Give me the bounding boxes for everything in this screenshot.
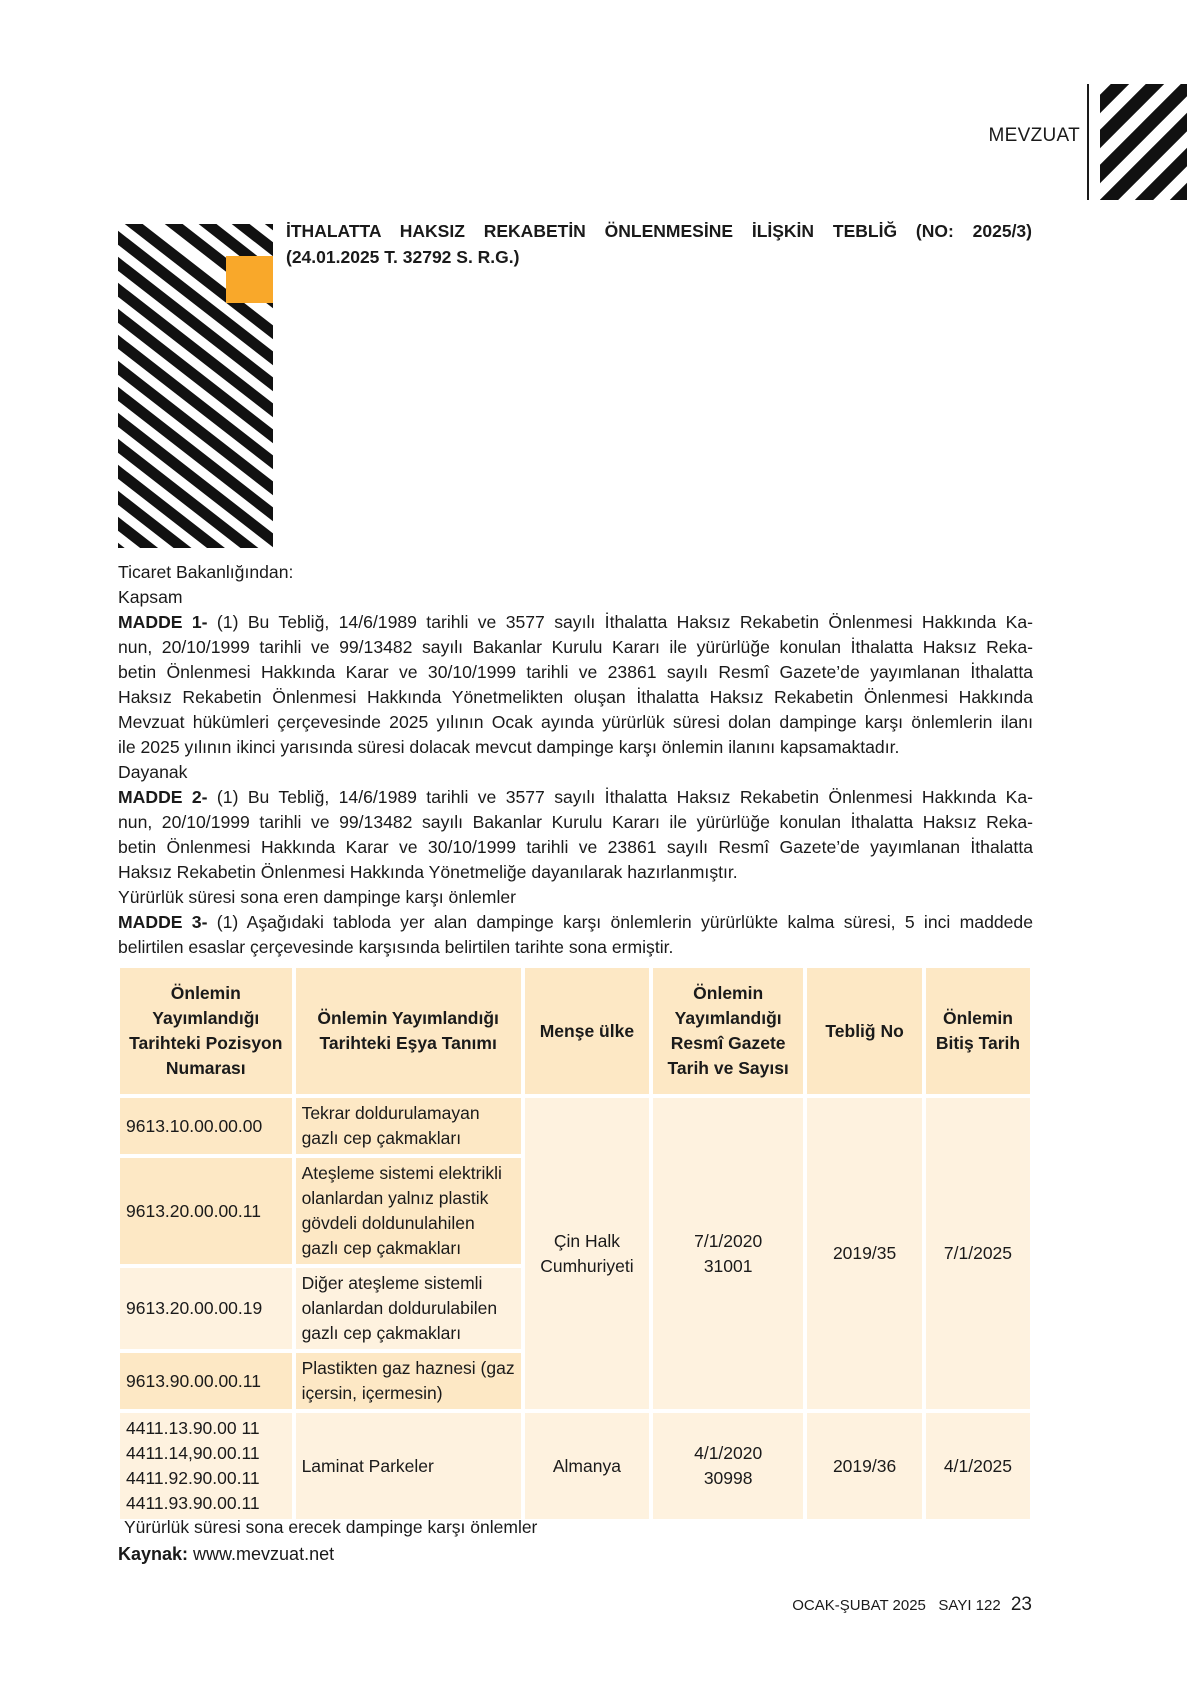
article-1-label: MADDE 1-	[118, 612, 208, 632]
heading-basis: Dayanak	[118, 762, 188, 782]
issuer-line: Ticaret Bakanlığından:	[118, 562, 294, 582]
header-teblig-no: Tebliğ No	[807, 968, 922, 1094]
article-3-line-2: belirtilen esaslar çerçevesinde karşısında belirtilen tarihte sona ermiştir.	[118, 937, 674, 957]
header-goods-description: Önlemin Yayımlandığı Tarihteki Eşya Tanımı	[296, 968, 521, 1094]
teblig-no: 2019/36	[807, 1413, 922, 1519]
goods-description: Diğer ateşleme sistemli olanlardan doldurulabilen gazlı cep çakmakları	[296, 1268, 521, 1349]
header-divider	[1087, 84, 1089, 200]
issue-date: OCAK-ŞUBAT 2025	[792, 1597, 926, 1614]
goods-description: Plastikten gaz haznesi (gaz içersin, içermesin)	[296, 1353, 521, 1409]
article-1-line-6: ile 2025 yılının ikinci yarısında süresi dolacak mevcut dampinge karşı önlemin ilanını kapsamaktadır.	[118, 737, 900, 757]
goods-description: Ateşleme sistemi elektrikli olanlardan yalnız plastik gövdeli doldunulahilen gazlı cep çakmakları	[296, 1158, 521, 1264]
section-label: MEVZUAT	[988, 125, 1080, 146]
article-3-label: MADDE 3-	[118, 912, 208, 932]
document-body	[118, 560, 1033, 960]
article-1-line-1: MADDE 1- (1) Bu Tebliğ, 14/6/1989 tarihli ve 3577 sayılı İthalatta Haksız Rekabetin Önlenmesi Hakkında Ka-	[118, 612, 1034, 632]
position-code: 9613.20.00.00.19	[120, 1268, 292, 1349]
header-origin-country: Menşe ülke	[525, 968, 649, 1094]
issue-number: SAYI 122	[938, 1597, 1001, 1614]
position-code: 9613.10.00.00.00	[120, 1098, 292, 1154]
header-gazette-date-number: Önlemin Yayımlandığı Resmî Gazete Tarih ve Sayısı	[653, 968, 803, 1094]
teblig-no: 2019/35	[807, 1098, 922, 1409]
position-codes: 4411.13.90.00 11 4411.14,90.00.11 4411.92.90.00.11 4411.93.90.00.11	[120, 1413, 292, 1519]
article-3-line-1: MADDE 3- (1) Aşağıdaki tabloda yer alan dampinge karşı önlemlerin yürürlükte kalma süresi, 5 inci maddede	[118, 912, 1033, 932]
heading-scope: Kapsam	[118, 587, 183, 607]
position-code: 9613.20.00.00.11	[120, 1158, 292, 1264]
source-url: www.mevzuat.net	[188, 1544, 335, 1564]
end-date: 4/1/2025	[926, 1413, 1030, 1519]
page-footer	[780, 1594, 1032, 1616]
source-label: Kaynak:	[118, 1544, 189, 1564]
corner-stripes-decoration	[1100, 84, 1187, 200]
page-number: 23	[1010, 1594, 1032, 1615]
origin-country: Almanya	[525, 1413, 649, 1519]
gazette-date-number: 7/1/2020 31001	[653, 1098, 803, 1409]
article-2-line-4: Haksız Rekabetin Önlenmesi Hakkında Yönetmeliğe dayanılarak hazırlanmıştır.	[118, 862, 738, 882]
gazette-date-number: 4/1/2020 30998	[653, 1413, 803, 1519]
article-2-label: MADDE 2-	[118, 787, 208, 807]
measures-table	[120, 964, 1030, 1523]
orange-accent-square	[226, 256, 273, 303]
table-row	[120, 1413, 1030, 1519]
source-line	[118, 1544, 334, 1565]
article-1-line-2: nun, 20/10/1999 tarihli ve 99/13482 sayılı Bakanlar Kurulu Kararı ile yürürlüğe konulan İthalatta Haksız Reka-	[118, 637, 1033, 657]
heading-expired-measures: Yürürlük süresi sona eren dampinge karşı önlemler	[118, 887, 517, 907]
end-date: 7/1/2025	[926, 1098, 1030, 1409]
table-row	[120, 1098, 1030, 1154]
article-2-line-2: nun, 20/10/1999 tarihli ve 99/13482 sayılı Bakanlar Kurulu Kararı ile yürürlüğe konulan İthalatta Haksız Reka-	[118, 812, 1033, 832]
document-title: İTHALATTA HAKSIZ REKABETİN ÖNLENMESİNE İLİŞKİN TEBLİĞ (NO: 2025/3)	[286, 221, 1032, 241]
article-2-line-1: MADDE 2- (1) Bu Tebliğ, 14/6/1989 tarihli ve 3577 sayılı İthalatta Haksız Rekabetin Önlenmesi Hakkında Ka-	[118, 787, 1034, 807]
document-subtitle: (24.01.2025 T. 32792 S. R.G.)	[286, 247, 520, 267]
header-position-number: Önlemin Yayımlandığı Tarihteki Pozisyon Numarası	[120, 968, 292, 1094]
position-code: 9613.90.00.00.11	[120, 1353, 292, 1409]
origin-country: Çin Halk Cumhuriyeti	[525, 1098, 649, 1409]
table-note: Yürürlük süresi sona erecek dampinge karşı önlemler	[124, 1517, 538, 1537]
goods-description: Laminat Parkeler	[296, 1413, 521, 1519]
article-1-line-5: Mevzuat hükümleri çerçevesinde 2025 yılının Ocak ayında yürürlük süresi dolan dampinge karşı önlemlerin ilanı	[118, 712, 1033, 732]
header-end-date: Önlemin Bitiş Tarih	[926, 968, 1030, 1094]
goods-description: Tekrar doldurulamayan gazlı cep çakmakları	[296, 1098, 521, 1154]
article-1-line-4: Haksız Rekabetin Önlenmesi Hakkında Yönetmelikten oluşan İthalatta Haksız Rekabetin Önlenmesi Hakkında	[118, 687, 1033, 707]
article-1-line-3: betin Önlenmesi Hakkında Karar ve 30/10/1999 tarihli ve 23861 sayılı Resmî Gazete’de yayımlanan İthalatta	[118, 662, 1033, 682]
table-header-row	[120, 968, 1030, 1094]
article-2-line-3: betin Önlenmesi Hakkında Karar ve 30/10/1999 tarihli ve 23861 sayılı Resmî Gazete’de yayımlanan İthalatta	[118, 837, 1033, 857]
